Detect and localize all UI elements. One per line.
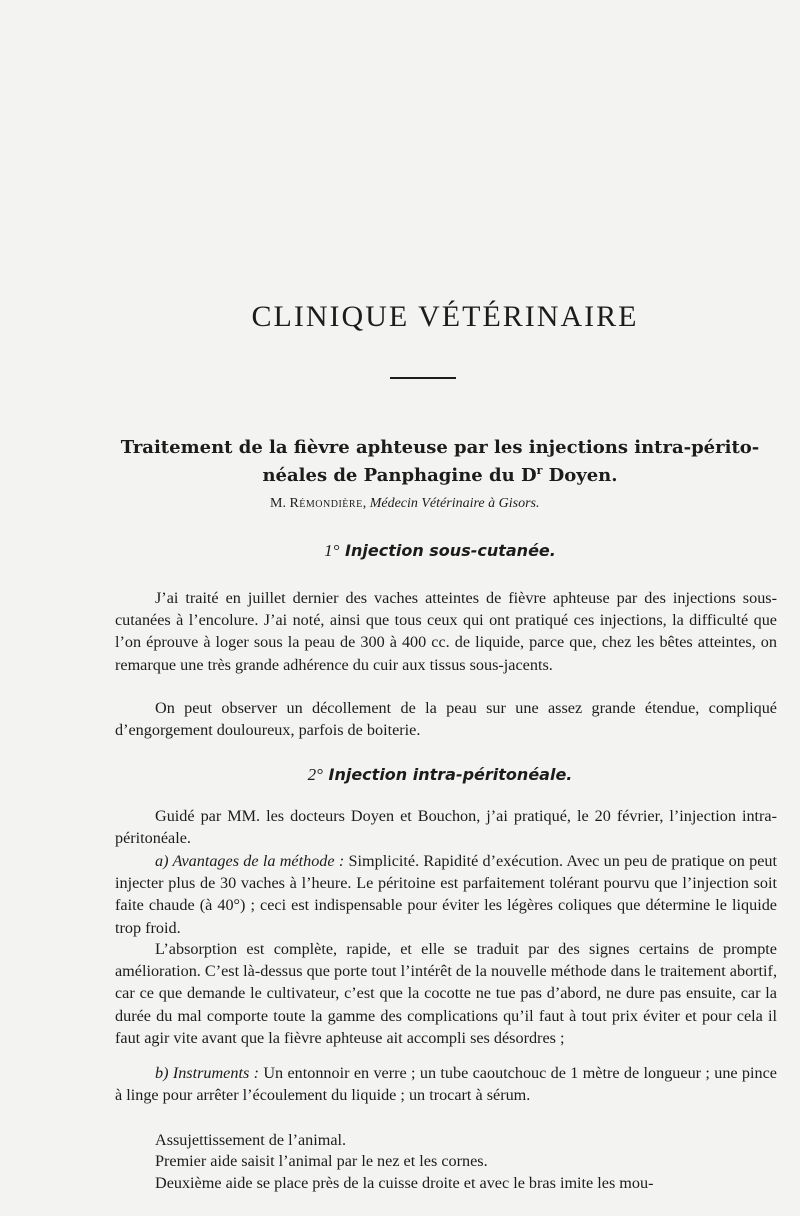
section-number: 1°	[324, 541, 340, 560]
article-title-line2: néales de Panphagine du D	[262, 465, 537, 486]
paragraph-text: Simplicité. Rapidité d’exécution. Avec un peu de pratique on peut injecter plus de 30 vaches à l’heure. Le péritoine est parfaitement tolérant pourvu que l’injection soit faite chaude (à 40°) ; ceci est indispensable pour éviter les légères coliques que détermine le liquide trop froid.	[115, 852, 778, 937]
paragraph: Premier aide saisit l’animal par le nez et les cornes.	[155, 1152, 488, 1170]
byline-sep: ,	[362, 496, 370, 511]
section-number: 2°	[307, 765, 323, 784]
paragraph	[115, 1062, 777, 1106]
paragraph: On peut observer un décollement de la peau sur une assez grande étendue, compliqué d’engorgement douloureux, parfois de boiterie.	[115, 699, 777, 740]
article-title-line2-end: Doyen.	[542, 465, 618, 486]
title-rule	[390, 377, 456, 379]
article-title	[110, 436, 770, 487]
page-title: CLINIQUE VÉTÉRINAIRE	[251, 300, 639, 333]
paragraph: L’absorption est complète, rapide, et elle se traduit par des signes certains de prompte amélioration. C’est là-dessus que porte tout l’intérêt de la nouvelle méthode dans le traitement abortif, car ce que demande le cultivateur, c’est que la cocotte ne tue pas d’abord, ne dure pas ensuite, car la durée du mal comporte toute la gamme des complications qu’il faut à tout prix éviter et pour cela il faut agir vite avant que la fièvre aphteuse ait accompli ses désordres ;	[115, 940, 777, 1047]
paragraph-label: a) Avantages de la méthode :	[155, 852, 345, 870]
paragraph-text: Un entonnoir en verre ; un tube caoutchouc de 1 mètre de longueur ; une pince à linge pour arrêter l’écoulement du liquide ; un trocart à sérum.	[115, 1064, 777, 1105]
paragraph-label: b) Instruments :	[155, 1064, 259, 1082]
author-byline	[270, 496, 690, 512]
article-title-sup: r	[536, 464, 543, 477]
byline-prefix: M.	[270, 496, 290, 511]
author-role: Médecin Vétérinaire à Gisors.	[369, 496, 540, 511]
paragraph: J’ai traité en juillet dernier des vaches atteintes de fièvre aphteuse par des injections sous-cutanées à l’encolure. J’ai noté, ainsi que tous ceux qui ont pratiqué ces injections, la difficulté que l’on éprouve à loger sous la peau de 300 à 400 cc. de liquide, parce que, chez les bêtes atteintes, on remarque une très grande adhérence du cuir aux tissus sous-jacents.	[115, 589, 777, 674]
section-title: Injection sous-cutanée.	[345, 541, 556, 560]
paragraph: Guidé par MM. les docteurs Doyen et Bouchon, j’ai pratiqué, le 20 février, l’injection intra-péritonéale.	[115, 807, 777, 848]
paragraph: Assujettissement de l’animal.	[155, 1131, 347, 1149]
author-name: Rémondière	[289, 496, 363, 511]
article-title-line1: Traitement de la fièvre aphteuse par les injections intra-périto-	[120, 437, 760, 458]
section-title: Injection intra-péritonéale.	[328, 765, 573, 784]
paragraph: Deuxième aide se place près de la cuisse droite et avec le bras imite les mou-	[155, 1174, 654, 1192]
paragraph	[115, 850, 777, 939]
section-heading-1	[0, 541, 800, 561]
section-heading-2	[0, 765, 800, 785]
